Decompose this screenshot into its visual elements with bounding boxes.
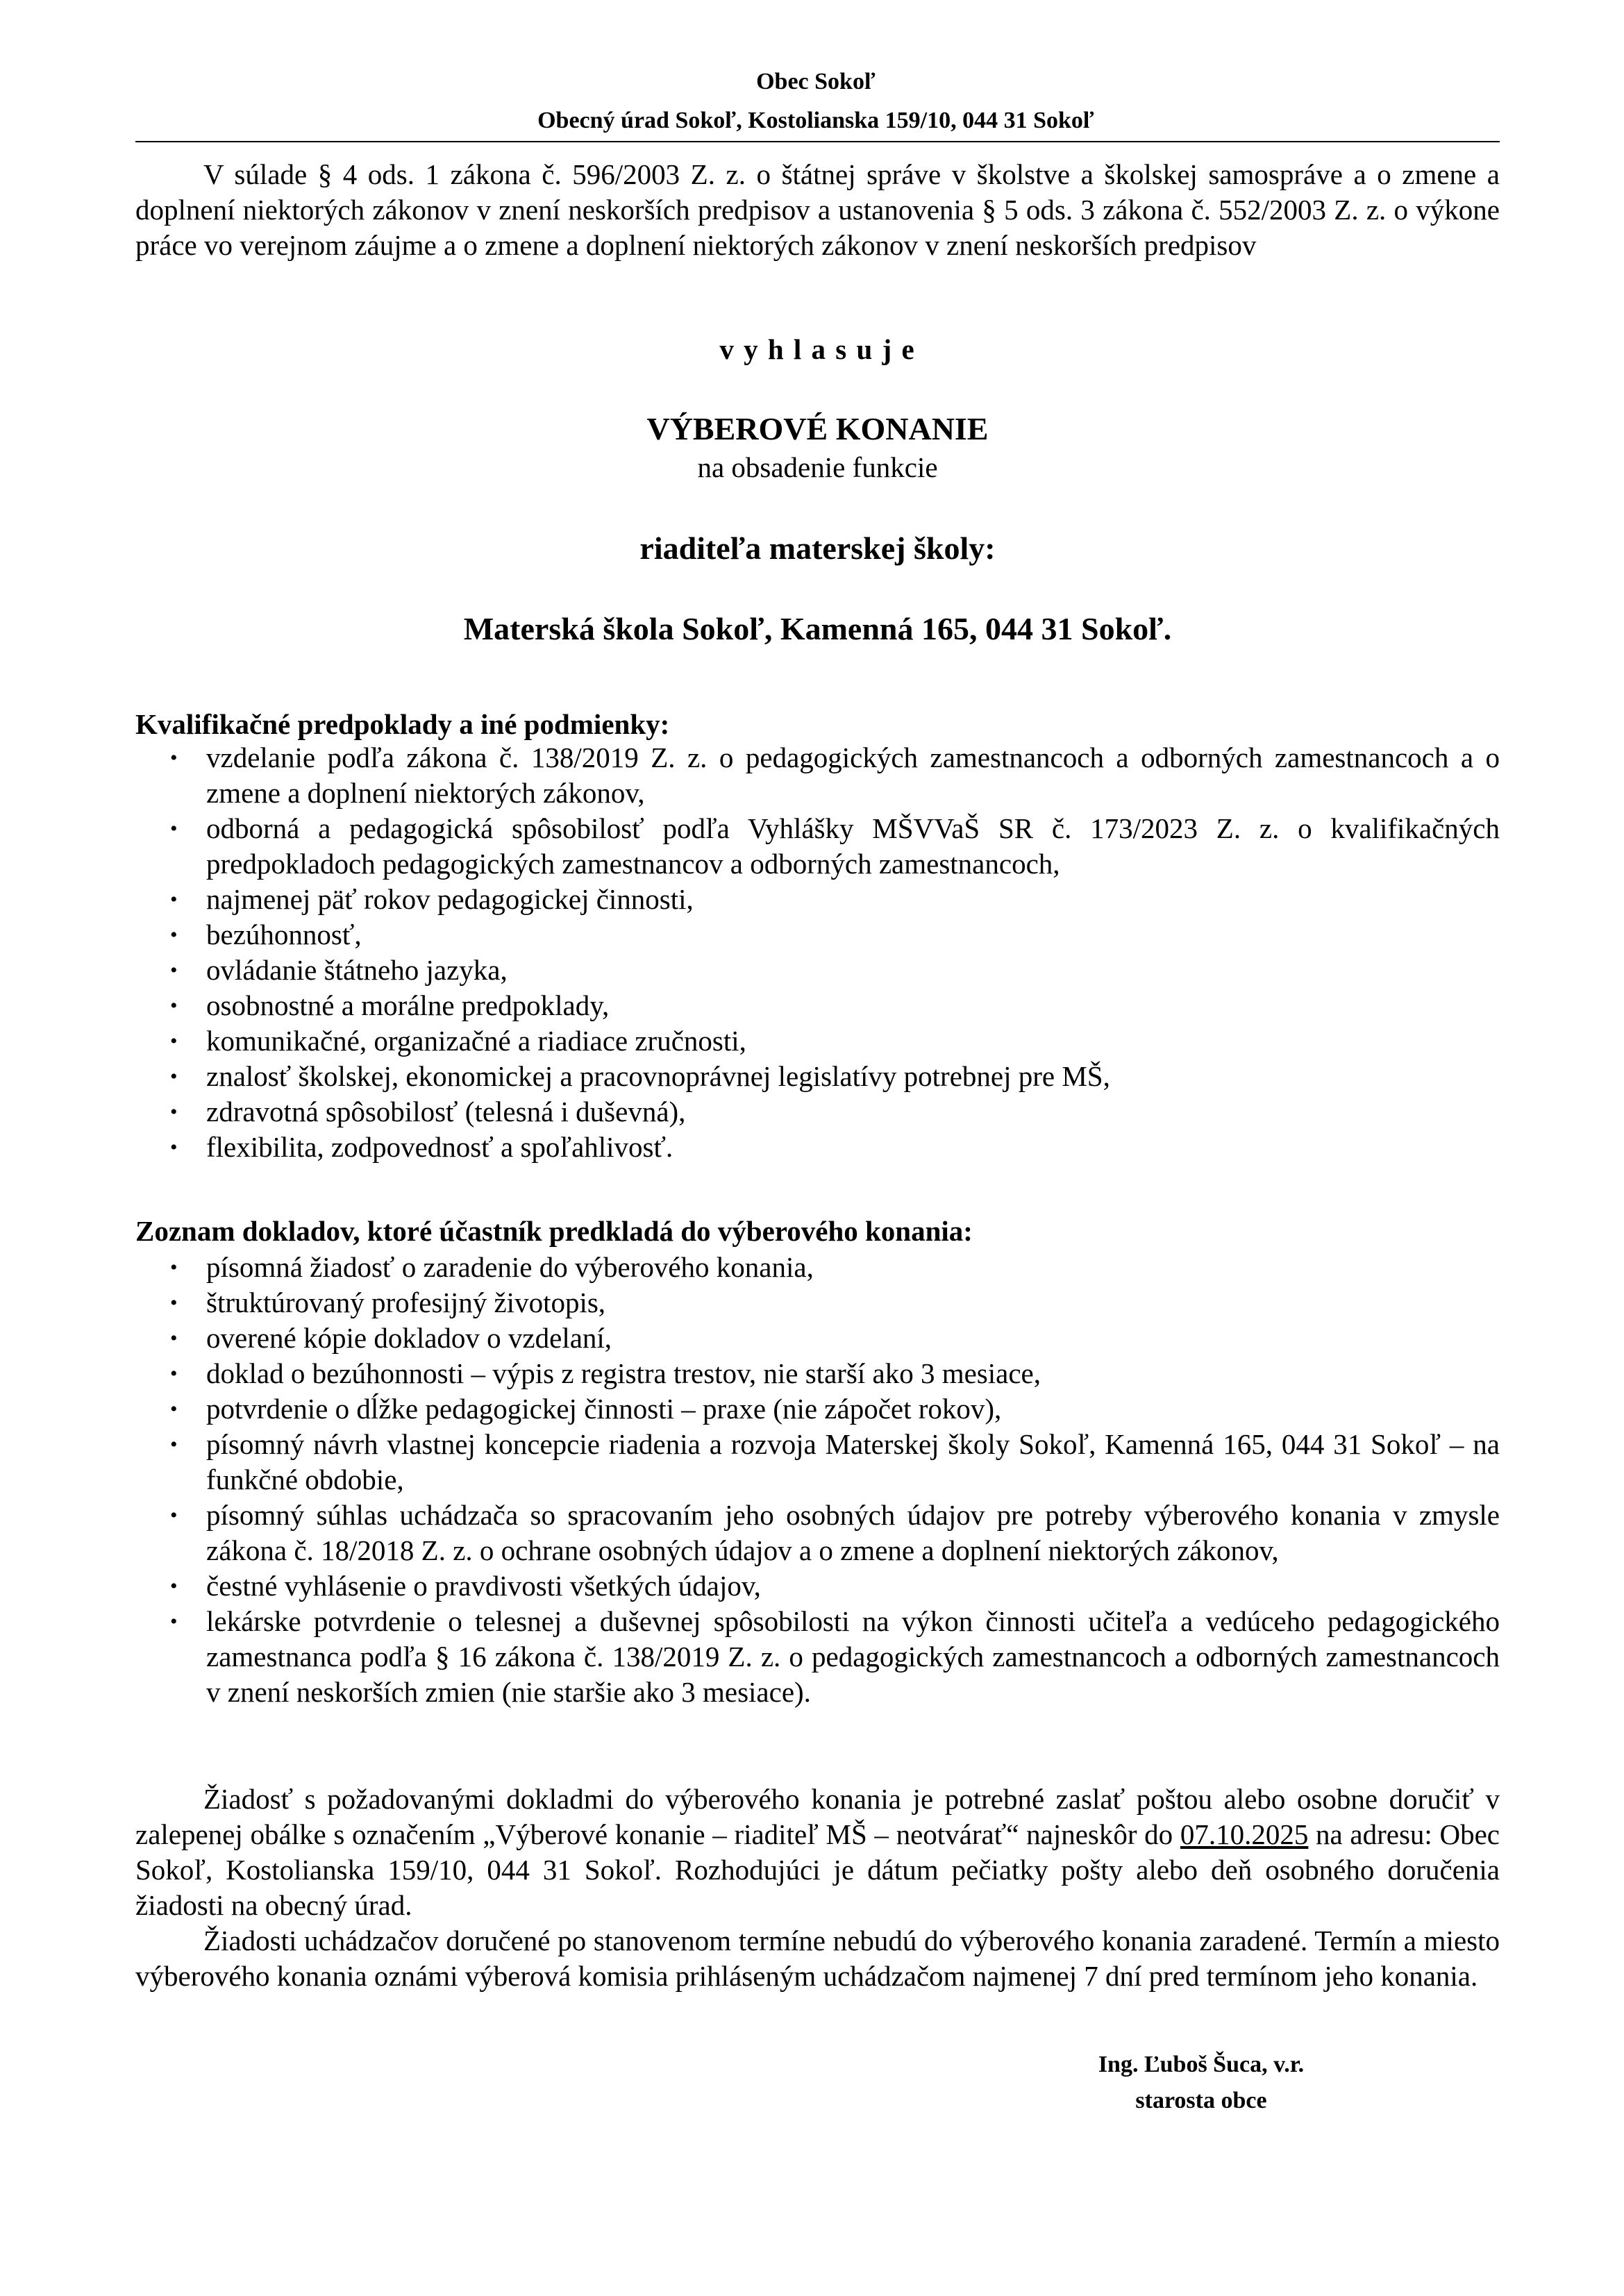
closing-paragraph-2: Žiadosti uchádzačov doručené po stanovenom termíne nebudú do výberového konania zaradené. Termín a miesto výberového konania oznámi výberová komisia prihláseným uchádzačom najmenej 7 dní pred termínom jeho konania. xyxy=(135,1925,1500,1992)
school-title: Materská škola Sokoľ, Kamenná 165, 044 31 Sokoľ. xyxy=(463,611,1172,646)
list-item: • doklad o bezúhonnosti – výpis z registra trestov, nie starší ako 3 mesiace, xyxy=(135,1356,1500,1391)
document-subtitle: na obsadenie funkcie xyxy=(697,451,938,483)
header-divider xyxy=(135,141,1500,142)
list-item: • lekárske potvrdenie o telesnej a duševnej spôsobilosti na výkon činnosti učiteľa a vedúceho pedagogického zamestnanca podľa § 16 zákona č. 138/2019 Z. z. o pedagogických zamestnancoch a odborných zamestnancoch v znení neskorších zmien (nie staršie ako 3 mesiace). xyxy=(135,1604,1500,1710)
position-title: riaditeľa materskej školy: xyxy=(639,530,996,566)
list-item: • vzdelanie podľa zákona č. 138/2019 Z. z. o pedagogických zamestnancoch a odborných zamestnancoch a o zmene a doplnení niektorých zákonov, xyxy=(135,740,1500,811)
list-item: • najmenej päť rokov pedagogickej činnosti, xyxy=(135,882,1500,917)
closing-text-before: Žiadosť s požadovanými dokladmi do výberového konania je potrebné zaslať poštou alebo osobne doručiť v zalepenej obálke s označením „Výberové konanie – riaditeľ MŠ – neotvárať“ najneskôr do xyxy=(135,1783,1500,1850)
list-item: • flexibilita, zodpovednosť a spoľahlivosť. xyxy=(135,1130,1500,1165)
qualifications-heading: Kvalifikačné predpoklady a iné podmienky: xyxy=(135,708,670,740)
list-item: • písomný návrh vlastnej koncepcie riadenia a rozvoja Materskej školy Sokoľ, Kamenná 165, 044 31 Sokoľ – na funkčné obdobie, xyxy=(135,1427,1500,1498)
qualifications-section xyxy=(135,740,1500,1165)
documents-heading: Zoznam dokladov, ktoré účastník predkladá do výberového konania: xyxy=(135,1215,973,1247)
signature-name: Ing. Ľuboš Šuca, v.r. xyxy=(1098,2052,1305,2077)
list-item: • písomný súhlas uchádzača so spracovaním jeho osobných údajov pre potreby výberového konania v zmysle zákona č. 18/2018 Z. z. o ochrane osobných údajov a o zmene a doplnení niektorých zákonov, xyxy=(135,1498,1500,1568)
closing-text-after: na adresu: Obec Sokoľ, Kostolianska 159/10, 044 31 Sokoľ. Rozhodujúci je dátum pečiatky pošty alebo deň osobného doručenia žiadosti na obecný úrad. xyxy=(135,1818,1500,1921)
list-item: • štruktúrovaný profesijný životopis, xyxy=(135,1285,1500,1321)
signature-role: starosta obce xyxy=(1135,2088,1267,2113)
closing-paragraph-1 xyxy=(135,1782,1500,1923)
documents-list xyxy=(135,1250,1500,1710)
documents-section xyxy=(135,1250,1500,1710)
list-item: • zdravotná spôsobilosť (telesná i duševná), xyxy=(135,1094,1500,1130)
list-item: • komunikačné, organizačné a riadiace zručnosti, xyxy=(135,1023,1500,1059)
announce-heading: v y h l a s u j e xyxy=(719,333,916,365)
deadline-date: 07.10.2025 xyxy=(1180,1818,1309,1850)
qualifications-list xyxy=(135,740,1500,1165)
list-item: • odborná a pedagogická spôsobilosť podľa Vyhlášky MŠVVaŠ SR č. 173/2023 Z. z. o kvalifikačných predpokladoch pedagogických zamestnancov a odborných zamestnancoch, xyxy=(135,811,1500,882)
list-item: • ovládanie štátneho jazyka, xyxy=(135,953,1500,988)
header-title: Obec Sokoľ xyxy=(756,69,876,94)
intro-paragraph: V súlade § 4 ods. 1 zákona č. 596/2003 Z. z. o štátnej správe v školstve a školskej samospráve a o zmene a doplnení niektorých zákonov v znení neskorších predpisov a ustanovenia § 5 ods. 3 zákona č. 552/2003 Z. z. o výkone práce vo verejnom záujme a o zmene a doplnení niektorých zákonov v znení neskorších predpisov xyxy=(135,158,1500,261)
list-item: • overené kópie dokladov o vzdelaní, xyxy=(135,1321,1500,1356)
list-item: • písomná žiadosť o zaradenie do výberového konania, xyxy=(135,1250,1500,1285)
header-address: Obecný úrad Sokoľ, Kostolianska 159/10, 044 31 Sokoľ xyxy=(537,108,1094,133)
list-item: • potvrdenie o dĺžke pedagogickej činnosti – praxe (nie zápočet rokov), xyxy=(135,1391,1500,1427)
document-title: VÝBEROVÉ KONANIE xyxy=(646,411,989,446)
list-item: • bezúhonnosť, xyxy=(135,917,1500,953)
list-item: • čestné vyhlásenie o pravdivosti všetkých údajov, xyxy=(135,1568,1500,1604)
list-item: • znalosť školskej, ekonomickej a pracovnoprávnej legislatívy potrebnej pre MŠ, xyxy=(135,1059,1500,1094)
list-item: • osobnostné a morálne predpoklady, xyxy=(135,988,1500,1023)
